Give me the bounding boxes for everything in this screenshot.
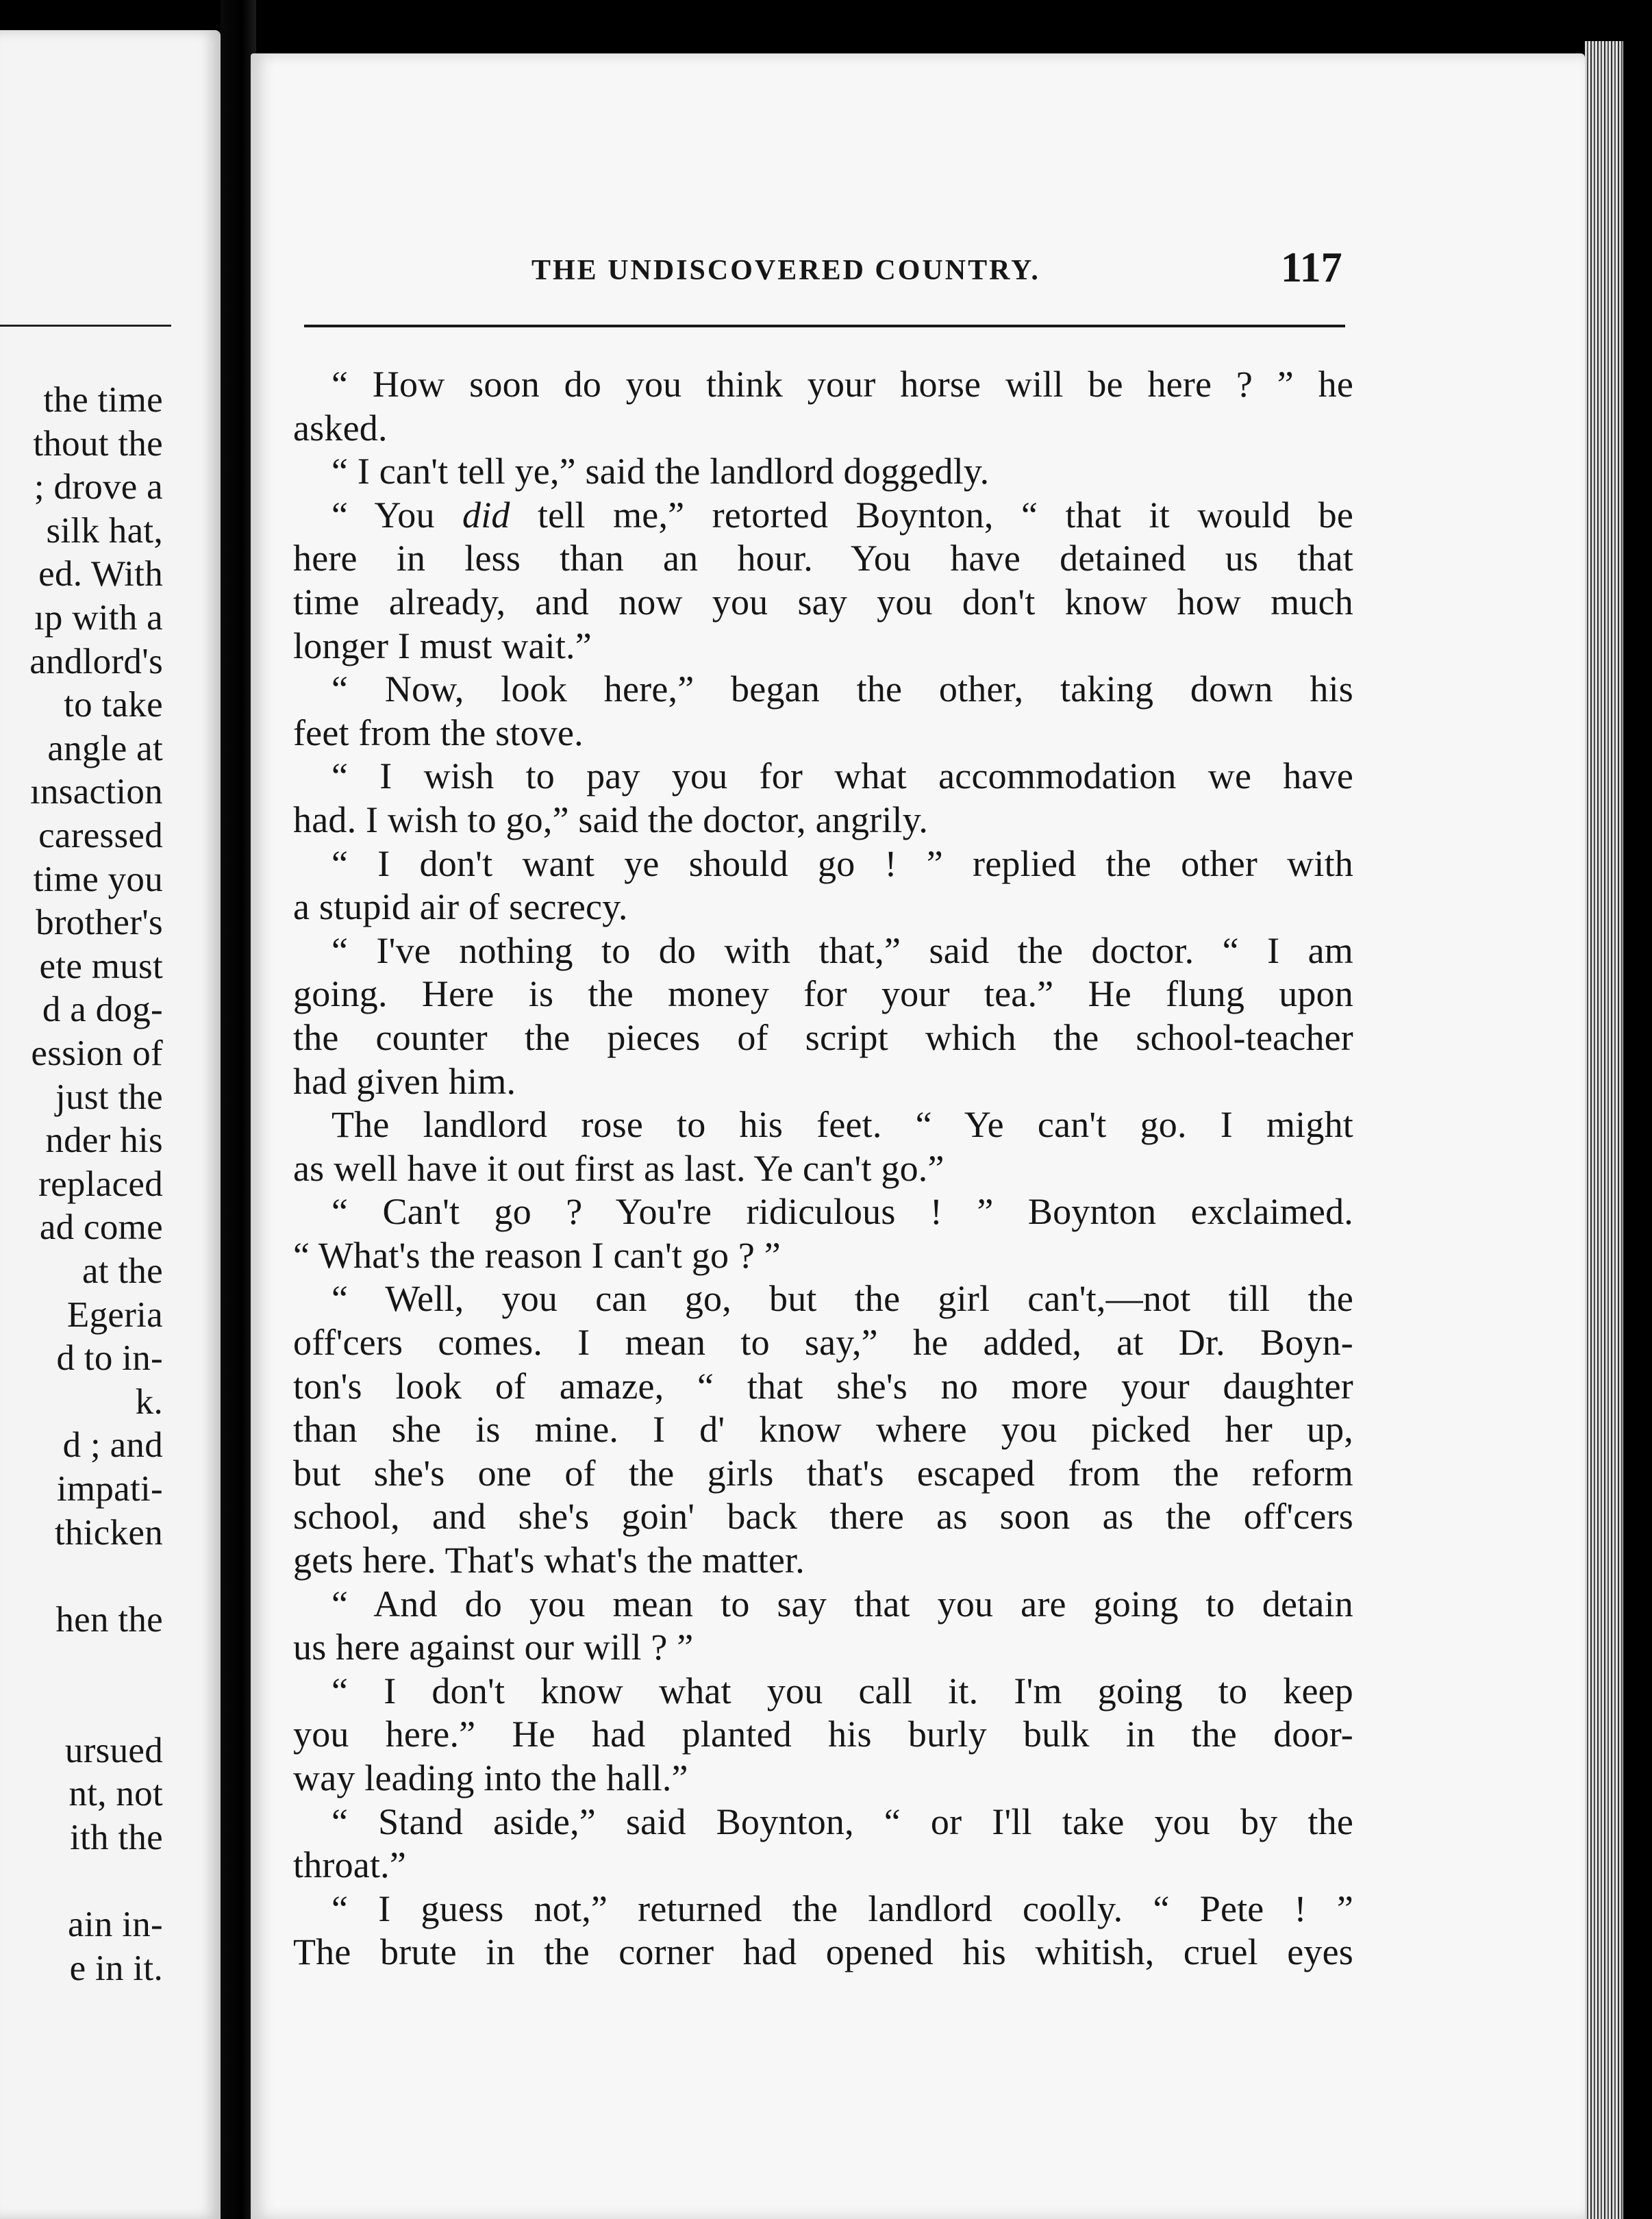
left-page-line: e in it.	[69, 1948, 163, 1988]
text-line: “ What's the reason I can't go ? ”	[293, 1234, 781, 1276]
text-line: The brute in the corner had opened his whitish, cruel eyes	[293, 1931, 1353, 1973]
text-line: “ Stand aside,” said Boynton, “ or I'll take you by the	[331, 1801, 1353, 1842]
text-line: had. I wish to go,” said the doctor, angrily.	[293, 799, 929, 840]
text-line: throat.”	[293, 1844, 407, 1886]
text-fragment: tell me,” retorted Boynton, “ that it would be	[510, 494, 1353, 536]
text-line: asked.	[293, 407, 388, 449]
left-page-line: just the	[55, 1077, 163, 1117]
text-line: “ I don't know what you call it. I'm going to keep	[331, 1670, 1353, 1712]
page-edges	[1585, 41, 1623, 2219]
header-rule	[304, 325, 1345, 327]
text-line: “ I can't tell ye,” said the landlord doggedly.	[331, 451, 990, 492]
left-page-line: silk hat,	[46, 510, 163, 551]
left-page-line: thout the	[33, 423, 163, 464]
right-background	[1623, 0, 1652, 2219]
left-page-line: d a dog-	[42, 990, 163, 1030]
text-line: way leading into the hall.”	[293, 1757, 688, 1798]
left-page-line: andlord's	[29, 641, 163, 681]
text-line: had given him.	[293, 1060, 516, 1102]
text-line: than she is mine. I d' know where you picked her up,	[293, 1409, 1353, 1451]
left-page-line: ith the	[69, 1817, 163, 1857]
left-facing-page	[0, 30, 221, 2219]
page-number: 117	[1281, 245, 1342, 291]
text-line: “ Well, you can go, but the girl can't,—not till the	[331, 1278, 1353, 1320]
text-line: but she's one of the girls that's escaped from the reform	[293, 1452, 1353, 1494]
left-page-line: caressed	[38, 816, 163, 855]
left-page-line: ursued	[64, 1730, 163, 1770]
body-text	[293, 363, 1353, 1974]
left-page-line: replaced	[38, 1164, 163, 1204]
text-fragment: “ You	[331, 494, 463, 536]
left-page-line: ınsaction	[29, 772, 163, 812]
text-line: going. Here is the money for your tea.” He flung upon	[293, 973, 1353, 1015]
text-line: “ Can't go ? You're ridiculous ! ” Boynton exclaimed.	[331, 1191, 1353, 1233]
text-line: “ I wish to pay you for what accommodation we have	[331, 755, 1353, 797]
text-line: as well have it out first as last. Ye can't go.”	[293, 1147, 944, 1189]
left-page-line: ed. With	[38, 554, 163, 594]
running-head: THE UNDISCOVERED COUNTRY.	[531, 255, 1040, 286]
text-line: us here against our will ? ”	[293, 1627, 694, 1668]
text-line: longer I must wait.”	[293, 625, 592, 666]
text-line: “ I guess not,” returned the landlord coolly. “ Pete ! ”	[331, 1888, 1353, 1929]
left-page-line: thicken	[54, 1512, 163, 1553]
left-page-line: Egeria	[66, 1294, 163, 1335]
left-page-line: ete must	[39, 946, 163, 986]
left-page-line: ; drove a	[34, 467, 163, 507]
text-line: “ And do you mean to say that you are going to detain	[331, 1583, 1353, 1625]
left-page-line: nder his	[45, 1120, 163, 1161]
left-page-line: to take	[64, 685, 163, 725]
text-line: a stupid air of secrecy.	[293, 886, 628, 928]
italic-word: did	[462, 494, 510, 536]
text-line: The landlord rose to his feet. “ Ye can't go. I might	[331, 1104, 1353, 1146]
text-line: gets here. That's what's the matter.	[293, 1540, 805, 1581]
left-page-line: time you	[33, 859, 163, 899]
left-page-line: hen the	[55, 1599, 163, 1640]
left-page-line: impati-	[56, 1469, 163, 1509]
left-page-line: d ; and	[62, 1425, 163, 1466]
text-line: ton's look of amaze, “ that she's no more your daughter	[293, 1365, 1353, 1407]
text-line: time already, and now you say you don't know how much	[293, 581, 1353, 623]
left-page-rule	[0, 325, 171, 327]
left-page-line: d to in-	[56, 1338, 163, 1379]
left-page-line: ad come	[39, 1207, 163, 1248]
left-page-line: ıp with a	[34, 598, 163, 638]
left-page-line: nt, not	[68, 1774, 163, 1814]
text-line: feet from the stove.	[293, 712, 584, 753]
text-line: school, and she's goin' back there as soon as the off'cers	[293, 1496, 1353, 1538]
text-line: “ I don't want ye should go ! ” replied the other with	[331, 842, 1353, 884]
left-page-line: ain in-	[68, 1905, 163, 1944]
text-line: “ Now, look here,” began the other, taking down his	[331, 668, 1353, 710]
left-page-line: k.	[135, 1381, 163, 1422]
text-line: “ I've nothing to do with that,” said the doctor. “ I am	[331, 929, 1353, 971]
left-page-line: at the	[82, 1251, 163, 1291]
left-page-line: the time	[43, 380, 163, 420]
text-line	[293, 494, 1353, 538]
left-page-line: ession of	[31, 1033, 163, 1073]
text-line: off'cers comes. I mean to say,” he added, at Dr. Boyn-	[293, 1322, 1353, 1364]
text-line: “ How soon do you think your horse will be here ? ” he	[331, 364, 1353, 405]
left-page-line: brother's	[36, 903, 163, 943]
text-line: the counter the pieces of script which the school-teacher	[293, 1016, 1353, 1058]
left-page-line: angle at	[47, 728, 163, 768]
text-line: you here.” He had planted his burly bulk in the door-	[293, 1714, 1353, 1755]
text-line: here in less than an hour. You have detained us that	[293, 538, 1353, 579]
